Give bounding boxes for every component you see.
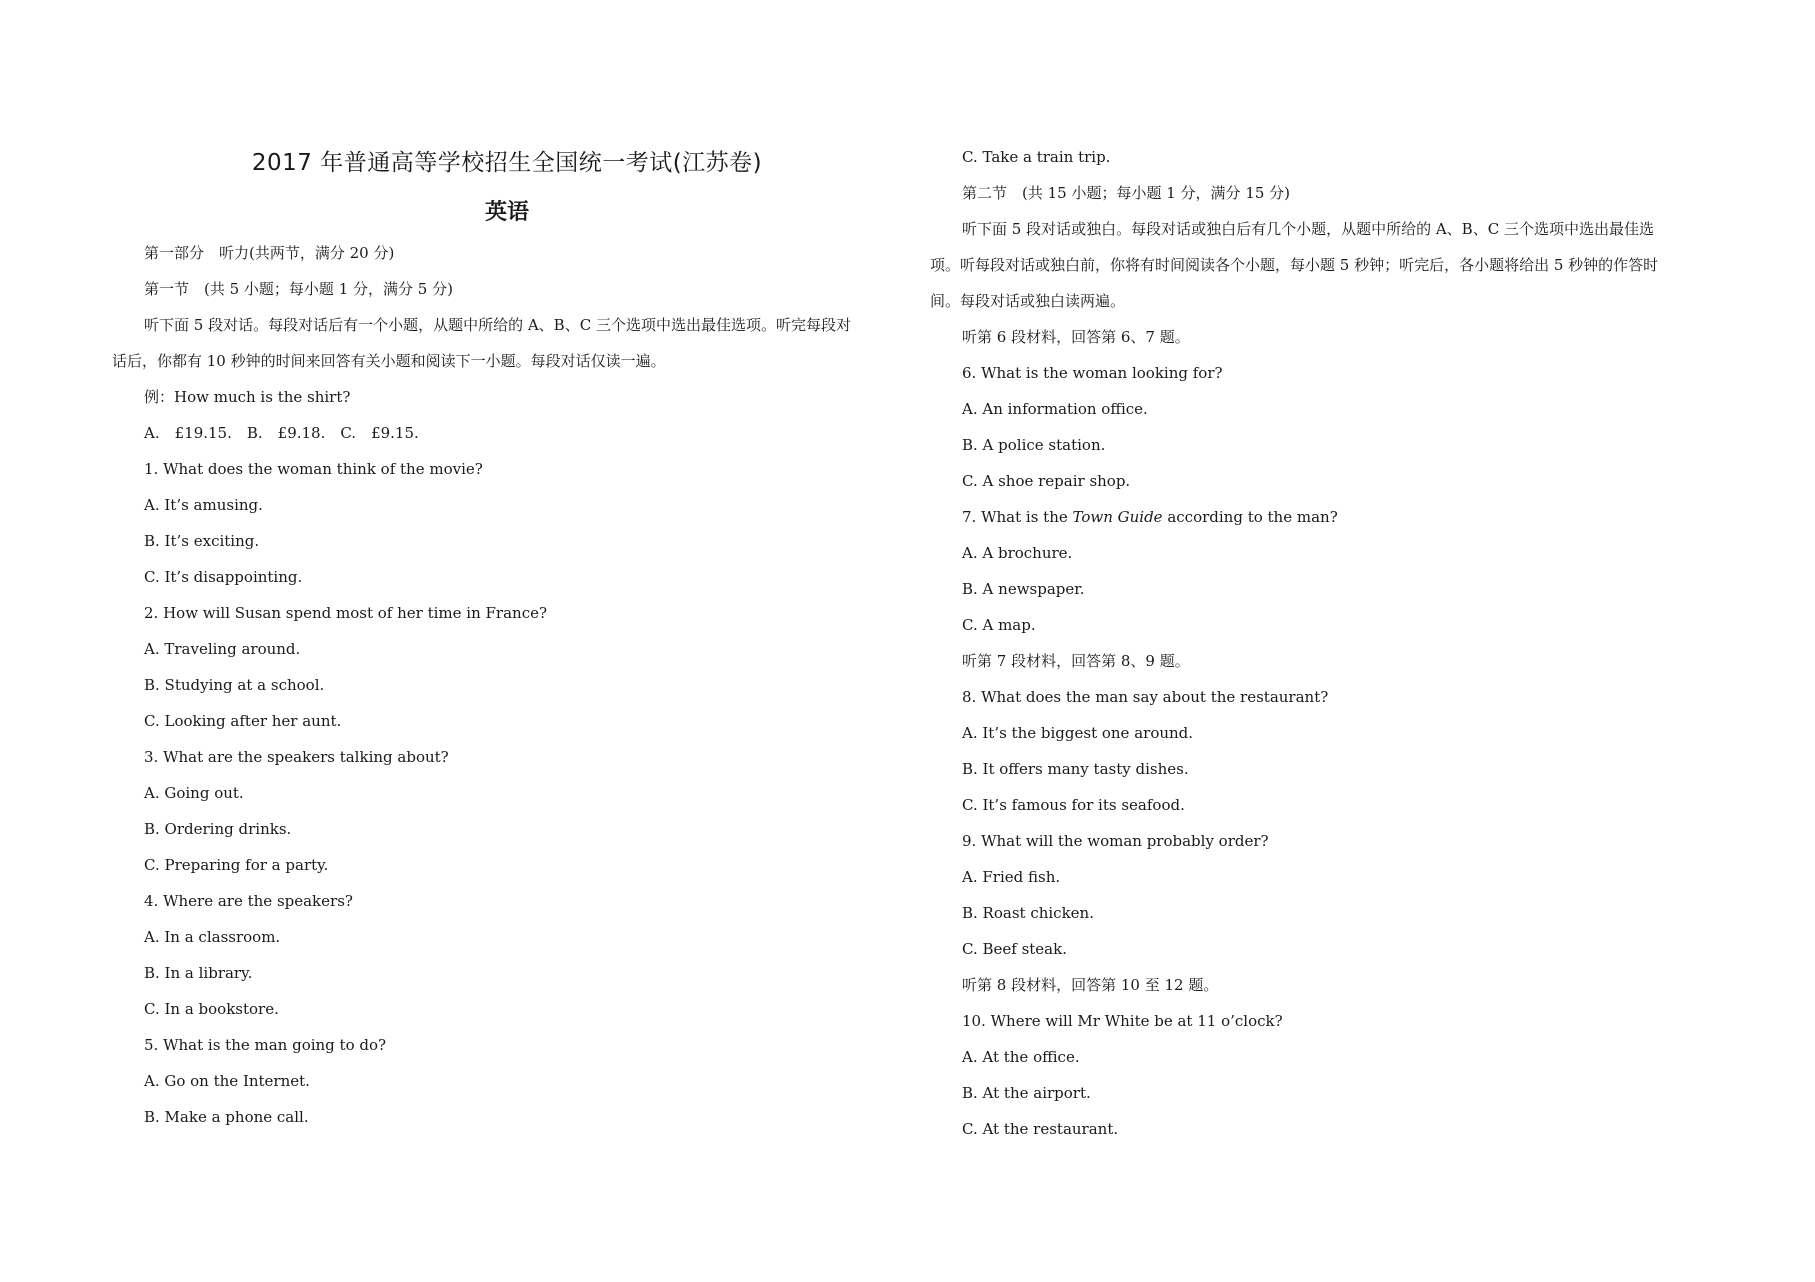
option: B. A newspaper. (962, 580, 1085, 598)
question (962, 507, 1338, 527)
option: C. Beef steak. (962, 940, 1067, 958)
exam-subject: 英语 (484, 200, 529, 225)
instructions-line: 话后，你都有 10 秒钟的时间来回答有关小题和阅读下一小题。每段对话仅读一遍。 (112, 352, 666, 370)
question-text: according to the man? (1162, 508, 1338, 526)
option: A. In a classroom. (144, 928, 281, 946)
option: C. A shoe repair shop. (962, 472, 1131, 490)
question: 3. What are the speakers talking about? (144, 748, 449, 766)
example-options: A. £19.15. B. £9.18. C. £9.15. (144, 424, 419, 442)
option: A. Go on the Internet. (144, 1072, 310, 1090)
question: 6. What is the woman looking for? (962, 364, 1223, 382)
question: 8. What does the man say about the restaurant? (962, 688, 1329, 706)
option: C. A map. (962, 616, 1036, 634)
example-question: 例：How much is the shirt? (144, 388, 351, 406)
option: A. At the office. (962, 1048, 1080, 1066)
option: C. It’s disappointing. (144, 568, 303, 586)
instructions-line: 间。每段对话或独白读两遍。 (930, 292, 1126, 310)
option: C. It’s famous for its seafood. (962, 796, 1185, 814)
option: A. An information office. (962, 400, 1148, 418)
option: A. Fried fish. (962, 868, 1061, 886)
option: A. Going out. (144, 784, 244, 802)
segment-heading: 听第 6 段材料，回答第 6、7 题。 (962, 328, 1190, 346)
instructions-line: 项。听每段对话或独白前，你将有时间阅读各个小题，每小题 5 秒钟；听完后，各小题将给出 5 秒钟的作答时 (930, 256, 1659, 274)
option: A. It’s the biggest one around. (962, 724, 1194, 742)
option: A. Traveling around. (144, 640, 301, 658)
section-heading: 第一节 (共 5 小题；每小题 1 分，满分 5 分) (144, 280, 453, 298)
option: B. It’s exciting. (144, 532, 260, 550)
segment-heading: 听第 8 段材料，回答第 10 至 12 题。 (962, 976, 1219, 994)
option: C. Take a train trip. (962, 148, 1111, 166)
question: 2. How will Susan spend most of her time in France? (144, 604, 548, 622)
option: A. A brochure. (962, 544, 1073, 562)
option: B. Ordering drinks. (144, 820, 292, 838)
option: B. Roast chicken. (962, 904, 1094, 922)
segment-heading: 听第 7 段材料，回答第 8、9 题。 (962, 652, 1190, 670)
question: 9. What will the woman probably order? (962, 832, 1269, 850)
option: B. Studying at a school. (144, 676, 325, 694)
question: 10. Where will Mr White be at 11 o’clock? (962, 1012, 1283, 1030)
option: B. In a library. (144, 964, 253, 982)
question: 5. What is the man going to do? (144, 1036, 387, 1054)
option: B. It offers many tasty dishes. (962, 760, 1189, 778)
section-heading: 第二节 (共 15 小题；每小题 1 分，满分 15 分) (962, 184, 1291, 202)
instructions-line: 听下面 5 段对话或独白。每段对话或独白后有几个小题，从题中所给的 A、B、C 三个选项中选出最佳选 (962, 220, 1654, 238)
question: 1. What does the woman think of the movie? (144, 460, 483, 478)
option: A. It’s amusing. (144, 496, 263, 514)
question-italic-text: Town Guide (1072, 508, 1163, 526)
question-text: 7. What is the (962, 508, 1073, 526)
part-heading: 第一部分 听力(共两节，满分 20 分) (144, 244, 395, 262)
option: B. At the airport. (962, 1084, 1091, 1102)
option: C. Preparing for a party. (144, 856, 329, 874)
question: 4. Where are the speakers? (144, 892, 353, 910)
option: C. In a bookstore. (144, 1000, 279, 1018)
option: B. A police station. (962, 436, 1106, 454)
option: B. Make a phone call. (144, 1108, 309, 1126)
option: C. At the restaurant. (962, 1120, 1119, 1138)
option: C. Looking after her aunt. (144, 712, 342, 730)
instructions-line: 听下面 5 段对话。每段对话后有一个小题，从题中所给的 A、B、C 三个选项中选出最佳选项。听完每段对 (144, 316, 851, 334)
exam-title: 2017 年普通高等学校招生全国统一考试(江苏卷) (251, 150, 763, 176)
